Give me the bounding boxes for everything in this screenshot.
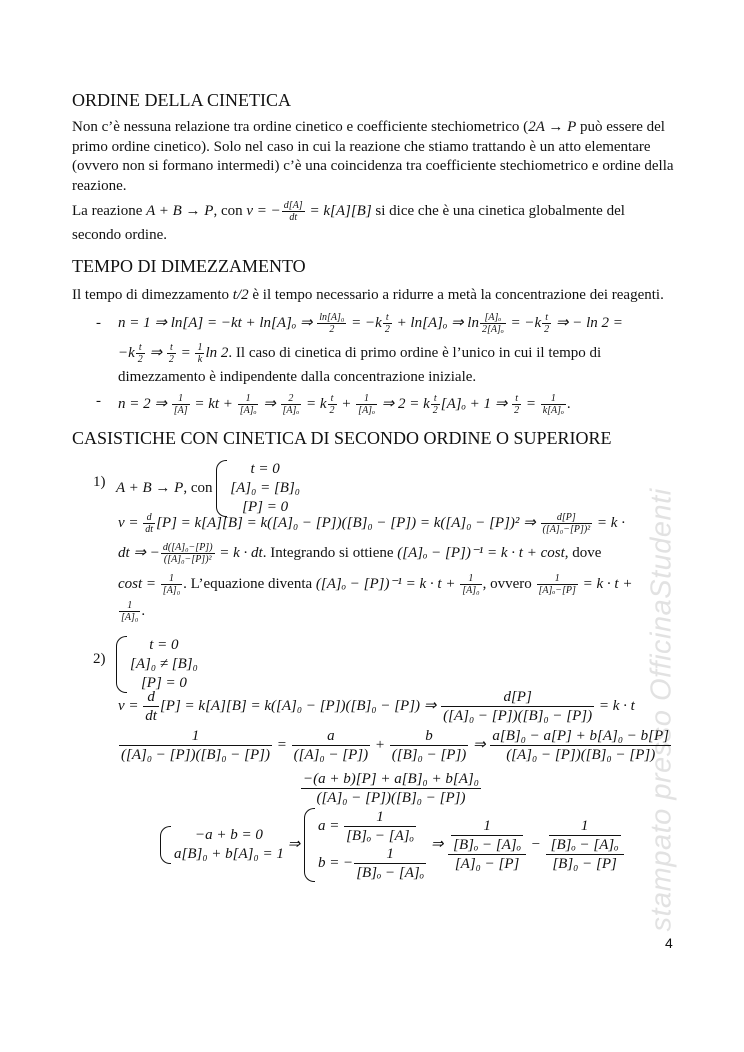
text-run: La reazione [72, 202, 147, 219]
math-expression: ⇒ 2 = k [377, 395, 430, 412]
heading-tempo-dimezzamento: TEMPO DI DIMEZZAMENTO [72, 256, 306, 276]
fraction-denominator: 2 [432, 405, 438, 416]
system-row: [A]₀ ≠ [B]₀ [130, 656, 198, 672]
system-row: t = 0 [250, 461, 280, 477]
fraction-denominator: ([A]₀−[P])² [542, 524, 591, 535]
math-expression: [A]ₒ + 1 ⇒ [440, 395, 512, 412]
math-expression: ⇒ [283, 836, 304, 853]
watermark: stampato presso OfficinaStudenti [645, 488, 678, 932]
fraction-numerator: d [143, 512, 155, 524]
list-marker: 2) [93, 651, 106, 667]
fraction [317, 312, 346, 335]
fraction-numerator [448, 817, 526, 855]
fraction-numerator: 1 [354, 845, 426, 864]
fraction-numerator: 1 [549, 817, 621, 836]
fraction-numerator: 1 [238, 393, 259, 405]
math-expression: −k [118, 344, 135, 361]
fraction [344, 808, 416, 845]
text-line [118, 573, 632, 596]
text-run: , con [213, 202, 247, 219]
fraction [238, 393, 259, 416]
math-expression: = [522, 395, 540, 412]
fraction-denominator: ([A]₀ − [P])([B]₀ − [P]) [506, 747, 656, 763]
fraction [390, 727, 469, 764]
math-expression: = [273, 736, 291, 753]
fraction-denominator: k[A]ₒ [542, 405, 564, 416]
fraction-denominator: [A]₀ [462, 585, 480, 596]
fraction-denominator: [A]₀ [121, 612, 139, 623]
fraction-denominator: ([B]₀ − [P]) [391, 747, 467, 763]
fraction [490, 727, 671, 764]
text-run: , con [183, 479, 217, 496]
system-rows [230, 460, 300, 517]
fraction-numerator: 1 [451, 817, 523, 836]
text-run: . [141, 602, 146, 619]
math-expression: a = [317, 817, 344, 834]
system-row: a[B]₀ + b[A]₀ = 1 [174, 846, 284, 862]
text-run: reazione. [72, 178, 127, 194]
math-expression: A + B → P [146, 202, 214, 219]
fraction [167, 342, 176, 365]
math-expression: + [337, 395, 356, 412]
fraction-numerator: a [292, 727, 371, 746]
math-expression: = k · dt [215, 544, 263, 561]
math-expression: = −k [347, 314, 382, 331]
text-line [300, 770, 482, 807]
fraction [354, 845, 426, 882]
fraction-denominator: ([A]₀ − [P]) [293, 747, 369, 763]
fraction [460, 573, 481, 596]
fraction-denominator: 2 [544, 324, 550, 335]
text-line [72, 118, 665, 136]
text-line [118, 688, 635, 725]
fraction [541, 393, 566, 416]
fraction-denominator: 2[A]ₒ [481, 324, 504, 335]
bullet: - [96, 315, 101, 331]
system-rows [174, 826, 284, 864]
system-row: −a + b = 0 [194, 827, 263, 843]
text-run: . Integrando si ottiene [262, 544, 398, 561]
left-brace-icon [216, 460, 227, 517]
text-line [160, 808, 625, 882]
fraction-denominator: ([A]₀ − [P])([B]₀ − [P]) [121, 747, 271, 763]
fraction [195, 342, 204, 365]
text-run: (ovvero non si formano intermedi) c’è una coincidenza tra coefficiente stechiometrico e ordine della [72, 158, 674, 174]
fraction-numerator: 1 [119, 600, 140, 612]
fraction-denominator: [B]ₒ − [A]ₒ [356, 865, 425, 881]
system-row: [P] = 0 [242, 499, 289, 515]
fraction [143, 688, 159, 725]
list-marker: 1) [93, 474, 106, 490]
fraction [161, 542, 215, 565]
fraction-numerator: 2 [281, 393, 302, 405]
fraction [281, 393, 302, 416]
fraction-numerator: t [512, 393, 521, 405]
fraction-numerator: t [167, 342, 176, 354]
fraction [541, 512, 593, 535]
fraction-numerator: d [143, 688, 159, 707]
math-expression: − [527, 836, 545, 853]
system-row [318, 808, 417, 845]
text-line [116, 636, 198, 693]
math-expression: ln 2 [205, 344, 229, 361]
equation-system [304, 808, 427, 882]
math-expression: t/2 [232, 287, 249, 303]
left-brace-icon [160, 826, 171, 864]
equation-system [216, 460, 300, 517]
fraction [301, 770, 481, 807]
text-line [118, 542, 601, 565]
system-rows [318, 808, 427, 882]
fraction [356, 393, 377, 416]
text-run: , dove [564, 544, 602, 561]
fraction-denominator: ([A]₀−[P])² [163, 554, 212, 565]
fraction-numerator: d[P] [541, 512, 593, 524]
fraction-numerator: t [431, 393, 440, 405]
text-run: Non c’è nessuna relazione tra ordine cinetico e coefficiente stechiometrico ( [72, 119, 529, 135]
fraction-denominator: [B]ₒ − [A]ₒ [453, 837, 522, 853]
fraction-denominator: dt [145, 708, 157, 724]
text-run: . [566, 395, 571, 412]
math-expression: = k · [593, 514, 625, 531]
fraction-numerator: 1 [344, 808, 416, 827]
fraction-numerator: [A]ₒ [480, 312, 506, 324]
fraction [119, 727, 272, 764]
math-expression: ⇒ − ln 2 = [552, 314, 623, 331]
system-row: [P] = 0 [140, 675, 187, 691]
math-expression: = k [302, 395, 327, 412]
math-expression: = k · t + [578, 575, 633, 592]
fraction-denominator: [A]₀ [162, 585, 181, 596]
fraction-denominator: ([A]₀ − [P])([B]₀ − [P]) [443, 708, 593, 724]
text-line [118, 368, 476, 386]
math-expression: ([A]ₒ − [P])⁻¹ = k · t + [315, 575, 460, 592]
fraction-numerator: t [542, 312, 551, 324]
system-rows [130, 636, 198, 693]
page-number: 4 [665, 935, 673, 951]
fraction [512, 393, 521, 416]
fraction-numerator: b [390, 727, 469, 746]
fraction-numerator: 1 [541, 393, 566, 405]
text-line [72, 226, 167, 244]
fraction-numerator: 1 [460, 573, 481, 585]
system-row: [A]₀ = [B]₀ [230, 480, 300, 496]
math-expression: = −k [506, 314, 542, 331]
math-expression: v = [118, 514, 143, 531]
system-row [318, 845, 427, 882]
fraction-numerator: 1 [537, 573, 578, 585]
fraction-numerator: 1 [172, 393, 190, 405]
fraction [143, 512, 155, 535]
fraction-denominator: dt [145, 524, 154, 535]
text-line [118, 342, 601, 365]
fraction-denominator: 2 [329, 324, 335, 335]
math-expression: cost = [118, 575, 160, 592]
text-run: dimezzamento è indipendente dalla concentrazione iniziale. [118, 369, 477, 385]
text-line [118, 312, 623, 335]
fraction-denominator: [B]₀ − [P] [552, 856, 617, 872]
math-expression: = k[A][B] [305, 202, 372, 219]
fraction [441, 688, 594, 725]
system-row: t = 0 [149, 637, 179, 653]
text-run: secondo ordine. [72, 227, 167, 243]
fraction-denominator: ([A]₀ − [P])([B]₀ − [P]) [316, 790, 466, 806]
fraction-denominator: [A]ₒ [358, 405, 375, 416]
equation-system [116, 636, 198, 693]
fraction [172, 393, 190, 416]
math-expression: ⇒ [259, 395, 280, 412]
fraction [383, 312, 392, 335]
math-expression: + [371, 736, 389, 753]
text-run: si dice che è una cinetica globalmente del [371, 202, 625, 219]
fraction-denominator: 2 [514, 405, 520, 416]
fraction-numerator: 1 [197, 342, 203, 353]
text-line [118, 393, 571, 416]
text-line [118, 600, 145, 623]
fraction [136, 342, 145, 365]
fraction-denominator: 2 [137, 354, 143, 365]
fraction [542, 312, 551, 335]
fraction-denominator: 2 [168, 354, 174, 365]
fraction-numerator: d[A] [283, 200, 303, 211]
fraction [282, 200, 305, 223]
fraction-denominator: [B]ₒ − [A]ₒ [550, 837, 619, 853]
math-expression: = kt + [190, 395, 237, 412]
text-run: . L’equazione diventa [183, 575, 316, 592]
math-expression: [P] = k[A][B] = k([A]₀ − [P])([B]₀ − [P]) = k([A]₀ − [P])² ⇒ [156, 514, 540, 531]
heading-ordine-cinetica: ORDINE DELLA CINETICA [72, 90, 291, 110]
fraction-denominator: [B]ₒ − [A]ₒ [346, 828, 414, 844]
text-run: può essere del [576, 119, 665, 135]
text-run: è il tempo necessario a ridurre a metà la concentrazione dei reagenti. [248, 287, 664, 303]
math-expression: [P] = k[A][B] = k([A]₀ − [P])([B]₀ − [P]) ⇒ [159, 697, 441, 714]
left-brace-icon [116, 636, 127, 693]
math-expression: dt ⇒ − [118, 544, 160, 561]
text-run: Il tempo di dimezzamento [72, 287, 233, 303]
text-run: primo ordine cinetico). Solo nel caso in cui la reazione che stiamo trattando è un atto elementare [72, 139, 651, 155]
fraction-denominator: dt [289, 212, 298, 223]
fraction-numerator: −(a + b)[P] + a[B]₀ + b[A]₀ [303, 771, 479, 787]
fraction-numerator: t [383, 312, 392, 324]
fraction [431, 393, 440, 416]
bullet: - [96, 393, 101, 409]
math-expression: ⇒ [469, 736, 490, 753]
text-line [118, 512, 625, 535]
fraction-numerator: a[B]₀ − a[P] + b[A]₀ − b[P] [492, 728, 670, 744]
fraction-denominator: k [197, 354, 203, 365]
fraction-denominator: [A]ₒ−[P] [538, 585, 576, 596]
text-line [72, 286, 664, 304]
fraction-denominator: 2 [384, 324, 390, 335]
fraction [161, 573, 182, 596]
fraction [549, 817, 621, 854]
fraction-numerator: ln[A]₀ [319, 312, 345, 323]
text-run: , ovvero [482, 575, 536, 592]
text-line [116, 460, 300, 517]
fraction-denominator: [A] [173, 405, 188, 416]
fraction-denominator: [A]₀ − [P] [454, 856, 520, 872]
math-expression: n = 1 ⇒ ln[A] = −kt + ln[A]ₒ ⇒ [118, 314, 317, 331]
fraction [537, 573, 578, 596]
fraction-denominator: [A]ₒ [282, 405, 300, 416]
left-brace-icon [304, 808, 315, 882]
fraction-denominator: [A]ₒ [239, 405, 257, 416]
math-expression: + ln[A]ₒ ⇒ ln [392, 314, 479, 331]
math-expression: = k · t [595, 697, 635, 714]
heading-casistiche: CASISTICHE CON CINETICA DI SECONDO ORDINE O SUPERIORE [72, 428, 612, 448]
fraction [480, 312, 506, 335]
math-expression: = [176, 344, 195, 361]
math-expression: A + B → P [116, 479, 184, 496]
fraction [546, 817, 624, 873]
math-expression: v = − [246, 202, 281, 219]
equation-system [160, 826, 284, 864]
math-expression: 2A → P [528, 119, 577, 135]
fraction [119, 600, 140, 623]
fraction-denominator: 2 [329, 405, 335, 416]
fraction-numerator [546, 817, 624, 855]
fraction-numerator: 1 [161, 573, 182, 585]
fraction-numerator: d([A]₀−[P]) [162, 542, 213, 553]
fraction [292, 727, 371, 764]
math-expression: ([A]ₒ − [P])⁻¹ = k · t + cost [397, 544, 565, 561]
math-expression: ⇒ [427, 836, 448, 853]
fraction [448, 817, 526, 873]
fraction-numerator: 1 [356, 393, 377, 405]
fraction [451, 817, 523, 854]
text-line [72, 177, 127, 195]
math-expression: n = 2 ⇒ [118, 395, 171, 412]
fraction-numerator: d[P] [441, 688, 594, 707]
math-expression: ⇒ [145, 344, 166, 361]
fraction-numerator: t [136, 342, 145, 354]
text-line [118, 727, 672, 764]
math-expression: b = − [317, 854, 354, 871]
text-line [72, 138, 651, 156]
math-expression: v = [118, 697, 143, 714]
fraction-numerator: 1 [119, 727, 272, 746]
text-line [72, 157, 674, 175]
text-line [72, 200, 625, 223]
text-run: . Il caso di cinetica di primo ordine è l’unico in cui il tempo di [228, 344, 602, 361]
fraction [328, 393, 337, 416]
fraction-numerator: t [328, 393, 337, 405]
